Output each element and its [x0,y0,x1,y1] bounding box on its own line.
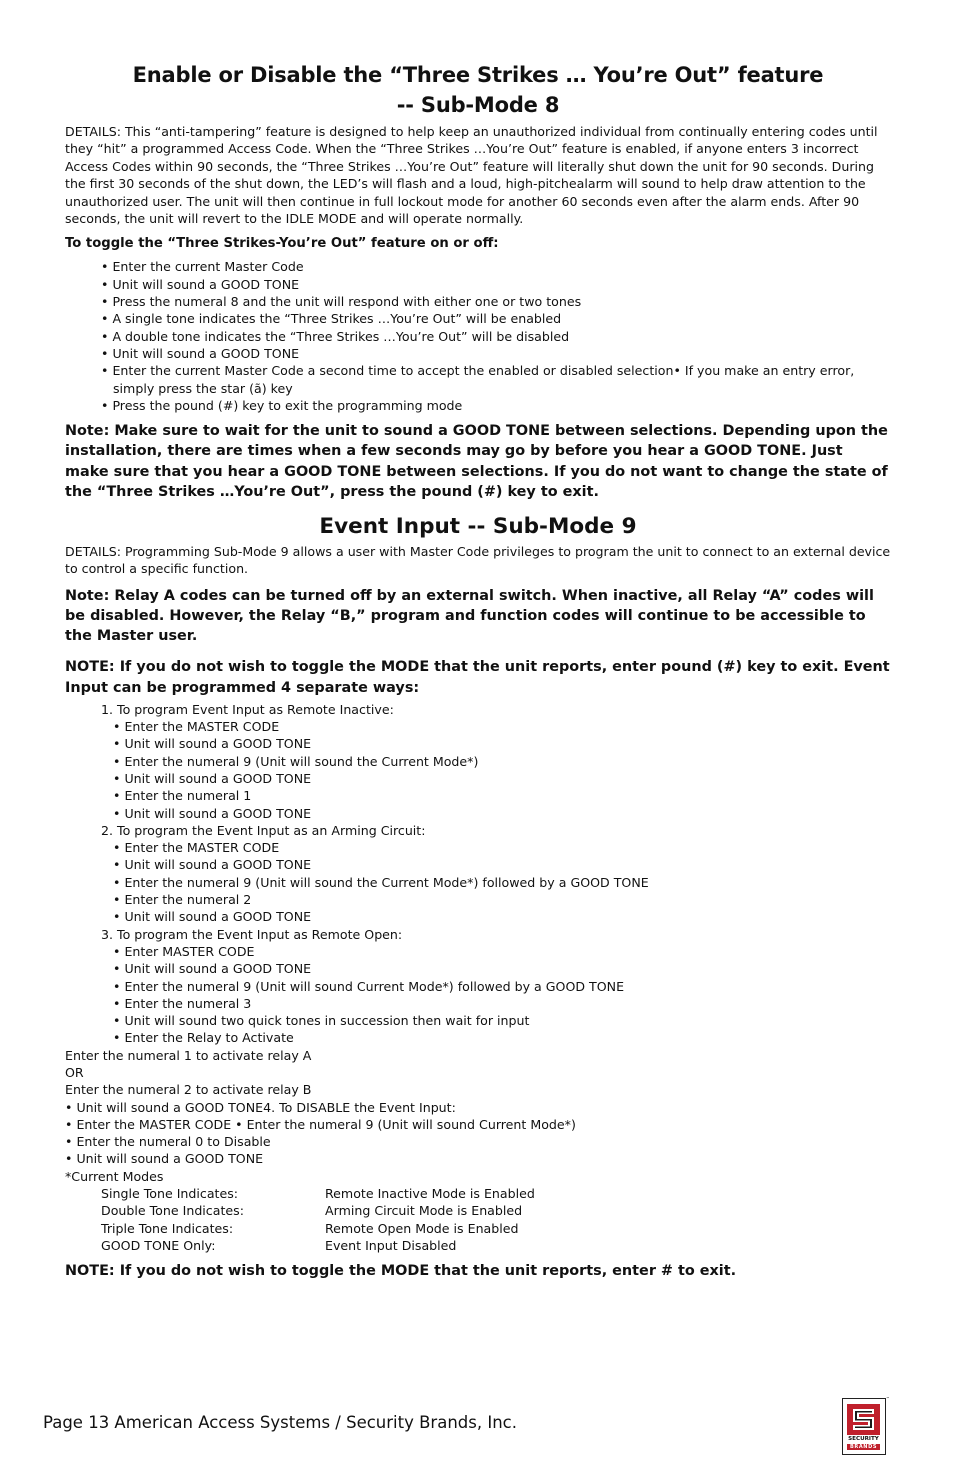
list-item: • Enter the numeral 9 (Unit will sound the Current Mode*) followed by a GOOD TONE [113,874,891,891]
page-footer: Page 13 American Access Systems / Security Brands, Inc. [43,1413,517,1432]
mode-key: Triple Tone Indicates: [101,1220,234,1236]
list-item: • A single tone indicates the “Three Strikes …You’re Out” will be enabled [101,310,891,327]
list-item: • Unit will sound a GOOD TONE [101,276,891,293]
logo-trademark: ™ [886,1396,890,1401]
program-remote-inactive-title: 1. To program Event Input as Remote Inactive: [101,701,394,717]
section8-title-line2: -- Sub-Mode 8 [396,93,560,117]
list-item: • Enter the MASTER CODE • Enter the numeral 9 (Unit will sound Current Mode*) [65,1116,891,1133]
list-item: • Enter the numeral 9 (Unit will sound Current Mode*) followed by a GOOD TONE [113,978,891,995]
mode-value: Remote Open Mode is Enabled [325,1220,519,1236]
disable-event-input-steps [65,1099,891,1168]
program-remote-open-steps [65,943,891,1047]
event-input-programming [65,701,891,1255]
mode-value: Remote Inactive Mode is Enabled [325,1186,535,1202]
list-item: • Enter the current Master Code a second time to accept the enabled or disabled selection• If you make an entry error, simply press the star (ã) key [101,362,891,397]
list-item: • Enter the numeral 9 (Unit will sound the Current Mode*) [113,753,891,770]
section8-details: DETAILS: This “anti-tampering” feature is designed to help keep an unauthorized individual from continually entering codes until they “hit” a programmed Access Code. When the “Three Strikes …You’re Out” feature is enabled, if anyone enters 3 incorrect Access Codes within 90 seconds, the “Three Strikes …You’re Out” feature will literally shut down the unit for 90 seconds. During the first 30 seconds of the shut down, the LED’s will flash and a loud, high-pitchealarm will sound to help draw attention to the unauthorized user. The unit will then continue in full lockout mode for another 60 seconds even after the alarm ends. After 90 seconds, the unit will revert to the IDLE MODE and will operate normally. [65,124,878,227]
list-item: • Enter MASTER CODE [113,943,891,960]
current-modes-table [101,1185,535,1254]
current-modes-heading: *Current Modes [65,1168,164,1184]
list-item: • Unit will sound a GOOD TONE [113,735,891,752]
relay-a-instruction: Enter the numeral 1 to activate relay A [65,1047,312,1063]
program-remote-open-title: 3. To program the Event Input as Remote Open: [101,926,403,942]
section8-note: Note: Make sure to wait for the unit to sound a GOOD TONE between selections. Depending upon the installation, there are times when a few seconds may go by before you hear a GOOD TONE. Just make sure that you hear a GOOD TONE between selections. If you do not want to change the state of the “Three Strikes …You’re Out”, press the pound (#) key to exit. [65,423,888,500]
table-row [101,1185,535,1202]
table-row [101,1202,535,1219]
list-item: • Press the numeral 8 and the unit will respond with either one or two tones [101,293,891,310]
logo-brands-text: BRANDS [847,1444,880,1450]
list-item: • Unit will sound a GOOD TONE [113,770,891,787]
list-item: • Press the pound (#) key to exit the programming mode [101,397,891,414]
program-arming-circuit-steps [65,839,891,925]
section8-steps [101,258,891,414]
security-brands-logo [842,1398,886,1455]
mode-key: Double Tone Indicates: [101,1203,244,1219]
mode-key: GOOD TONE Only: [101,1237,216,1253]
mode-value: Arming Circuit Mode is Enabled [325,1203,523,1219]
list-item: • Enter the numeral 1 [113,787,891,804]
table-row [101,1220,535,1237]
list-item: • Unit will sound a GOOD TONE [65,1150,891,1167]
list-item: • Enter the current Master Code [101,258,891,275]
list-item: • Unit will sound a GOOD TONE [113,960,891,977]
list-item: • Unit will sound a GOOD TONE [113,908,891,925]
section9-note-toggle: NOTE: If you do not wish to toggle the MODE that the unit reports, enter pound (#) key to exit. Event Input can be programmed 4 separate ways: [65,659,890,696]
program-arming-circuit-title: 2. To program the Event Input as an Arming Circuit: [101,822,426,838]
program-remote-inactive-steps [65,718,891,822]
list-item: • Enter the numeral 2 [113,891,891,908]
list-item: • Unit will sound two quick tones in succession then wait for input [113,1012,891,1029]
list-item: • Enter the numeral 3 [113,995,891,1012]
table-row [101,1237,535,1254]
list-item: • A double tone indicates the “Three Strikes …You’re Out” will be disabled [101,328,891,345]
section9-note-exit: NOTE: If you do not wish to toggle the MODE that the unit reports, enter # to exit. [65,1263,737,1280]
section8-toggle-heading: To toggle the “Three Strikes-You’re Out” feature on or off: [65,236,499,252]
list-item: • Unit will sound a GOOD TONE4. To DISABLE the Event Input: [65,1099,891,1116]
page-content [65,60,891,1281]
list-item: • Unit will sound a GOOD TONE [113,805,891,822]
list-item: • Enter the MASTER CODE [113,718,891,735]
list-item: • Enter the MASTER CODE [113,839,891,856]
section9-note-relay: Note: Relay A codes can be turned off by an external switch. When inactive, all Relay “A” codes will be disabled. However, the Relay “B,” program and function codes will continue to be accessible to the Master user. [65,587,874,645]
mode-key: Single Tone Indicates: [101,1186,239,1202]
logo-security-text: SECURITY [848,1436,879,1442]
list-item: • Unit will sound a GOOD TONE [113,856,891,873]
or-separator: OR [65,1064,84,1080]
list-item: • Enter the numeral 0 to Disable [65,1133,891,1150]
section8-title-line1: Enable or Disable the “Three Strikes … You’re Out” feature [132,63,824,87]
list-item: • Unit will sound a GOOD TONE [101,345,891,362]
list-item: • Enter the Relay to Activate [113,1029,891,1046]
mode-value: Event Input Disabled [325,1237,457,1253]
section9-title: Event Input -- Sub-Mode 9 [319,513,637,539]
relay-b-instruction: Enter the numeral 2 to activate relay B [65,1082,312,1098]
security-brands-shield-icon [847,1404,880,1435]
section9-details: DETAILS: Programming Sub-Mode 9 allows a user with Master Code privileges to program the unit to connect to an external device to control a specific function. [65,543,891,577]
